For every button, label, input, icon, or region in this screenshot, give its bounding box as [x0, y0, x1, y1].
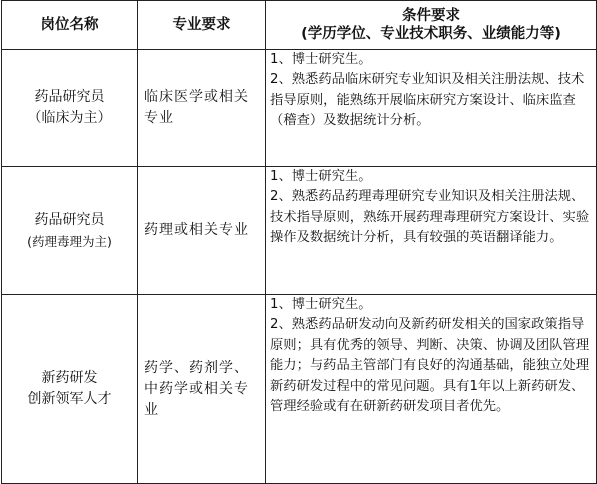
table-header-row [2, 1, 597, 50]
position-name: 药品研究员 [34, 89, 105, 105]
conditions-cell [266, 295, 597, 484]
conditions-cell [266, 50, 597, 167]
position-cell [2, 50, 138, 167]
job-requirements-table [1, 0, 597, 484]
conditions-cell [266, 167, 597, 295]
header-position: 岗位名称 [2, 1, 138, 50]
position-cell [2, 167, 138, 295]
table-row [2, 295, 597, 484]
header-conditions-subtitle: (学历学位、专业技术职务、业绩能力等) [301, 26, 561, 42]
major-cell: 药学、药剂学、中药学或相关专业 [138, 295, 266, 484]
position-focus: 创新领军人才 [27, 391, 112, 407]
condition-item: 1、博士研究生。 [270, 169, 372, 184]
position-name: 新药研发 [41, 370, 98, 386]
position-cell [2, 295, 138, 484]
condition-item: 2、熟悉药品临床研究专业知识及相关注册法规、技术指导原则，能熟练开展临床研究方案设计、临床监查（稽查）及数据统计分析。 [270, 72, 585, 129]
position-focus: (药理毒理为主) [27, 233, 112, 249]
major-cell: 临床医学或相关专业 [138, 50, 266, 167]
header-conditions-title: 条件要求 [402, 8, 460, 24]
major-cell: 药理或相关专业 [138, 167, 266, 295]
table-row [2, 50, 597, 167]
condition-item: 2、熟悉药品研发动向及新药研发相关的国家政策指导原则；具有优秀的领导、判断、决策、协调及团队管理能力；与药品主管部门有良好的沟通基础，能独立处理新药研发过程中的常见问题。具有1年以上新药研发、管理经验或有在研新药研发项目者优先。 [270, 317, 590, 415]
condition-item: 1、博士研究生。 [270, 297, 372, 312]
condition-item: 2、熟悉药品药理毒理研究专业知识及相关注册法规、技术指导原则，熟练开展药理毒理研究方案设计、实验操作及数据统计分析，具有较强的英语翻译能力。 [270, 189, 590, 246]
header-major: 专业要求 [138, 1, 266, 50]
table-row [2, 167, 597, 295]
condition-item: 1、博士研究生。 [270, 52, 372, 67]
header-conditions [266, 1, 597, 50]
position-name: 药品研究员 [34, 211, 105, 228]
position-focus: （临床为主） [27, 110, 112, 126]
